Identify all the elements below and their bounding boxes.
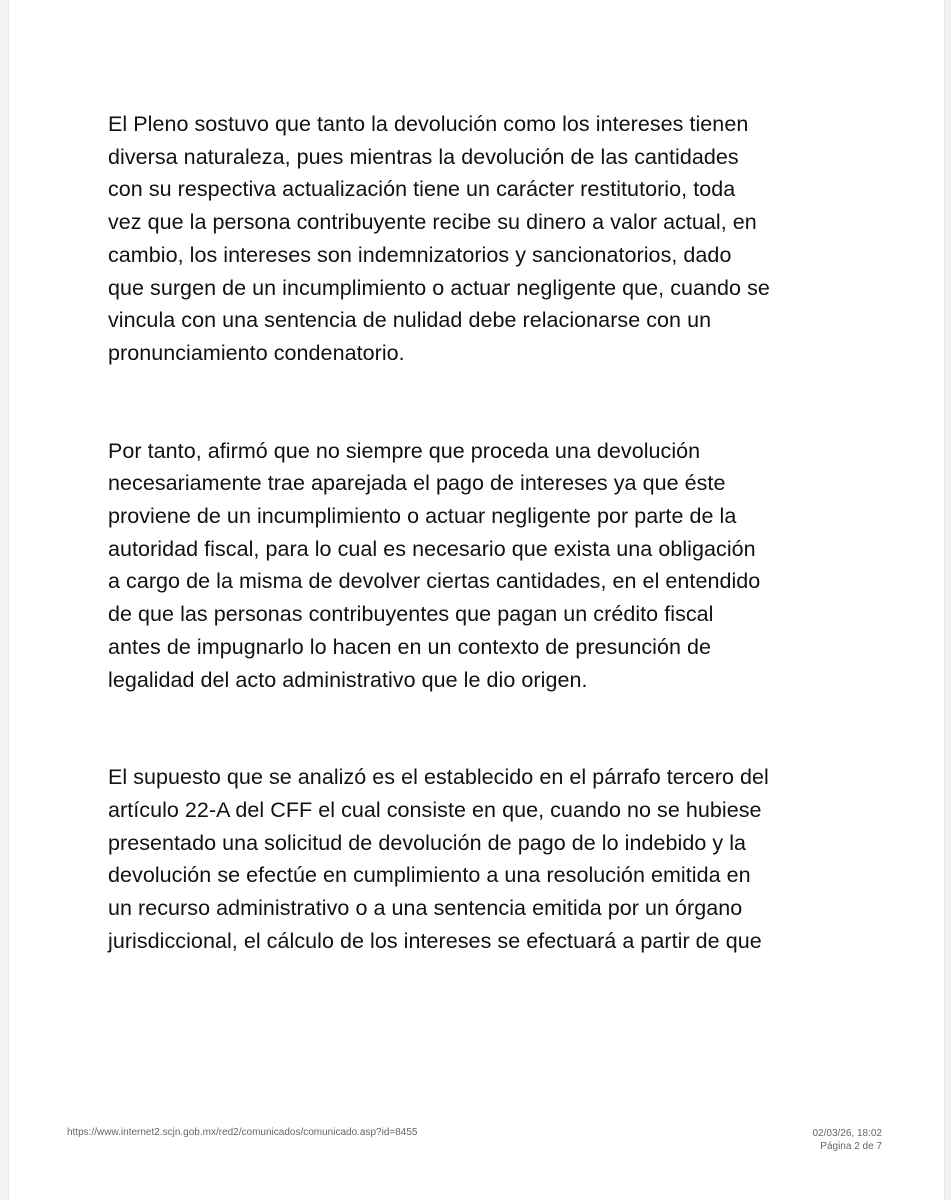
footer-url: https://www.internet2.scjn.gob.mx/red2/comunicados/comunicado.asp?id=8455 <box>67 1127 418 1138</box>
paragraph-3: El supuesto que se analizó es el establecido en el párrafo tercero del artículo 22-A del CFF el cual consiste en que, cuando no se hubiese presentado una solicitud de devolución de pago de lo indebido y la devolución se efectúe en cumplimiento a una resolución emitida en un recurso administrativo o a una sentencia emitida por un órgano jurisdiccional, el cálculo de los intereses se efectuará a partir de que <box>108 765 769 953</box>
paragraph-2: Por tanto, afirmó que no siempre que proceda una devolución necesariamente trae aparejada el pago de intereses ya que éste proviene de un incumplimiento o actuar negligente por parte de la autoridad fiscal, para lo cual es necesario que exista una obligación a cargo de la misma de devolver ciertas cantidades, en el entendido de que las personas contribuyentes que pagan un crédito fiscal antes de impugnarlo lo hacen en un contexto de presunción de legalidad del acto administrativo que le dio origen. <box>108 438 761 692</box>
footer-datetime: 02/03/26, 18:02 <box>812 1128 882 1139</box>
document-page <box>8 0 945 1200</box>
document-body <box>108 108 848 957</box>
footer-meta <box>812 1127 882 1153</box>
paragraph-1: El Pleno sostuvo que tanto la devolución como los intereses tienen diversa naturaleza, pues mientras la devolución de las cantidades con su respectiva actualización tiene un carácter restitutorio, toda vez que la persona contribuyente recibe su dinero a valor actual, en cambio, los intereses son indemnizatorios y sancionatorios, dado que surgen de un incumplimiento o actuar negligente que, cuando se vincula con una sentencia de nulidad debe relacionarse con un pronunciamiento condenatorio. <box>108 112 770 365</box>
footer-page-number: Página 2 de 7 <box>820 1141 882 1152</box>
